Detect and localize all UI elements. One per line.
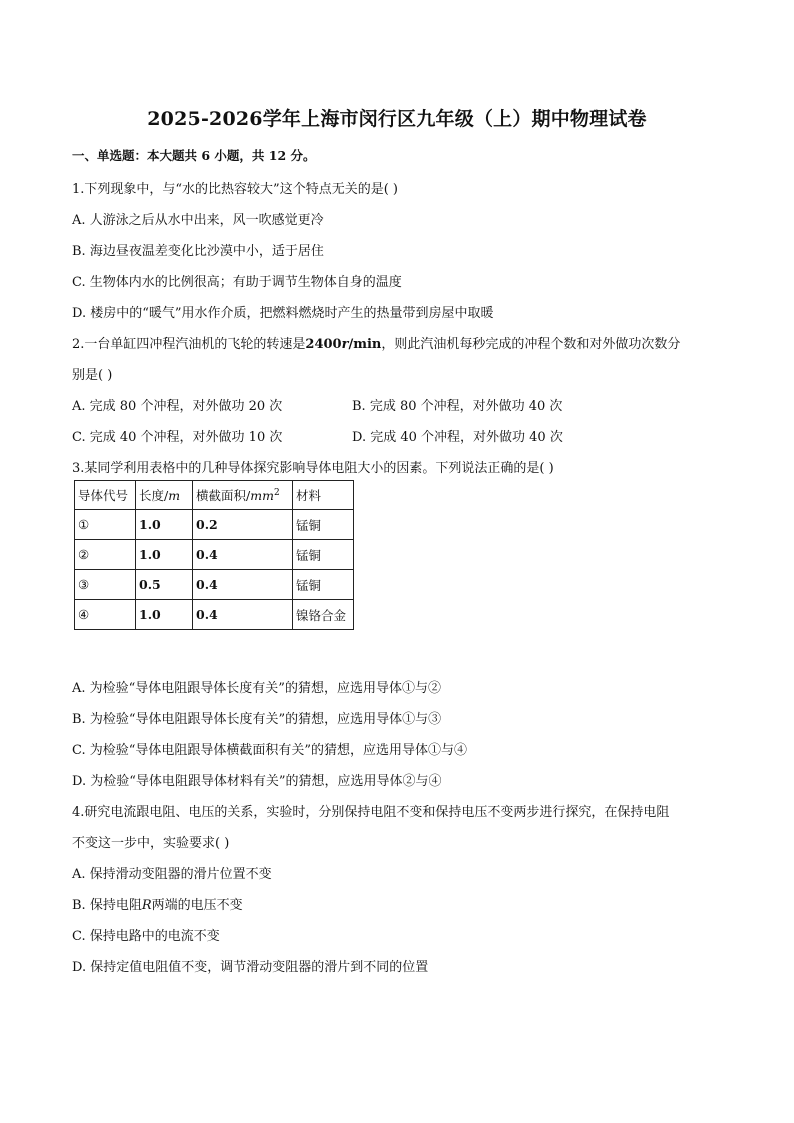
cell-code: ④ — [75, 600, 136, 630]
q2-stem-line2: 别是( ) — [72, 368, 113, 383]
table-row — [75, 600, 354, 630]
q4-option-a[interactable]: A. 保持滑动变阻器的滑片位置不变 — [72, 867, 272, 882]
q4-stem-line1: 4.研究电流跟电阻、电压的关系，实验时，分别保持电阻不变和保持电压不变两步进行探究，在保持电阻 — [72, 805, 670, 820]
q2-speed-value: 2400 — [305, 337, 342, 352]
cell-code: ② — [75, 540, 136, 570]
q3-option-d[interactable]: D. 为检验“导体电阻跟导体材料有关”的猜想，应选用导体②与④ — [72, 774, 442, 789]
q2-option-c[interactable]: C. 完成 40 个冲程，对外做功 10 次 — [72, 430, 283, 445]
cell-length: 0.5 — [136, 570, 193, 600]
cell-length: 1.0 — [136, 540, 193, 570]
cell-area: 0.4 — [193, 570, 293, 600]
q4-option-b[interactable] — [72, 894, 243, 913]
q1-option-c[interactable]: C. 生物体内水的比例很高；有助于调节生物体自身的温度 — [72, 275, 402, 290]
q4-option-d[interactable]: D. 保持定值电阻值不变，调节滑动变阻器的滑片到不同的位置 — [72, 960, 429, 975]
section-heading: 一、单选题：本大题共 6 小题，共 12 分。 — [72, 148, 316, 163]
cell-area: 0.2 — [193, 510, 293, 540]
exam-title: 2025-2026学年上海市闵行区九年级（上）期中物理试卷 — [147, 108, 647, 130]
cell-material: 锰铜 — [293, 570, 354, 600]
header-length: 长度/m — [136, 481, 193, 510]
q2-option-b[interactable]: B. 完成 80 个冲程，对外做功 40 次 — [352, 399, 563, 414]
conductor-table — [74, 480, 354, 630]
q4-option-b-pre: B. 保持电阻 — [72, 898, 142, 913]
q2-speed-unit-r: r — [341, 337, 349, 352]
q1-option-d[interactable]: D. 楼房中的“暖气”用水作介质，把燃料燃烧时产生的热量带到房屋中取暖 — [72, 306, 494, 321]
q2-stem-pre: 2.一台单缸四冲程汽油机的飞轮的转速是 — [72, 337, 306, 352]
header-material: 材料 — [293, 481, 354, 510]
table-header-row — [75, 481, 354, 510]
q3-option-c[interactable]: C. 为检验“导体电阻跟导体横截面积有关”的猜想，应选用导体①与④ — [72, 743, 468, 758]
q1-stem: 1.下列现象中，与“水的比热容较大”这个特点无关的是( ) — [72, 182, 398, 197]
q3-option-b[interactable]: B. 为检验“导体电阻跟导体长度有关”的猜想，应选用导体①与③ — [72, 712, 442, 727]
header-area: 横截面积$/mm^2$ — [193, 481, 293, 510]
q4-option-c[interactable]: C. 保持电路中的电流不变 — [72, 929, 220, 944]
q4-option-b-var: R — [141, 898, 152, 913]
cell-material: 锰铜 — [293, 540, 354, 570]
q3-stem: 3.某同学利用表格中的几种导体探究影响导体电阻大小的因素。下列说法正确的是( ) — [72, 461, 554, 476]
q4-stem-line2: 不变这一步中，实验要求( ) — [72, 836, 230, 851]
table-row — [75, 510, 354, 540]
table-row — [75, 570, 354, 600]
header-code: 导体代号 — [75, 481, 136, 510]
cell-length: 1.0 — [136, 510, 193, 540]
q2-stem — [72, 333, 680, 352]
cell-code: ③ — [75, 570, 136, 600]
cell-material: 镍铬合金 — [293, 600, 354, 630]
cell-area: 0.4 — [193, 540, 293, 570]
q4-option-b-post: 两端的电压不变 — [151, 898, 243, 913]
cell-material: 锰铜 — [293, 510, 354, 540]
q2-option-d[interactable]: D. 完成 40 个冲程，对外做功 40 次 — [352, 430, 563, 445]
cell-area: 0.4 — [193, 600, 293, 630]
cell-code: ① — [75, 510, 136, 540]
q1-option-a[interactable]: A. 人游泳之后从水中出来，风一吹感觉更冷 — [72, 213, 324, 228]
q2-stem-post: ，则此汽油机每秒完成的冲程个数和对外做功次数分 — [381, 337, 681, 352]
q2-speed-unit-rest: /min — [348, 337, 382, 352]
cell-length: 1.0 — [136, 600, 193, 630]
q3-option-a[interactable]: A. 为检验“导体电阻跟导体长度有关”的猜想，应选用导体①与② — [72, 681, 441, 696]
table-row — [75, 540, 354, 570]
q1-option-b[interactable]: B. 海边昼夜温差变化比沙漠中小，适于居住 — [72, 244, 324, 259]
q2-option-a[interactable]: A. 完成 80 个冲程，对外做功 20 次 — [72, 399, 283, 414]
